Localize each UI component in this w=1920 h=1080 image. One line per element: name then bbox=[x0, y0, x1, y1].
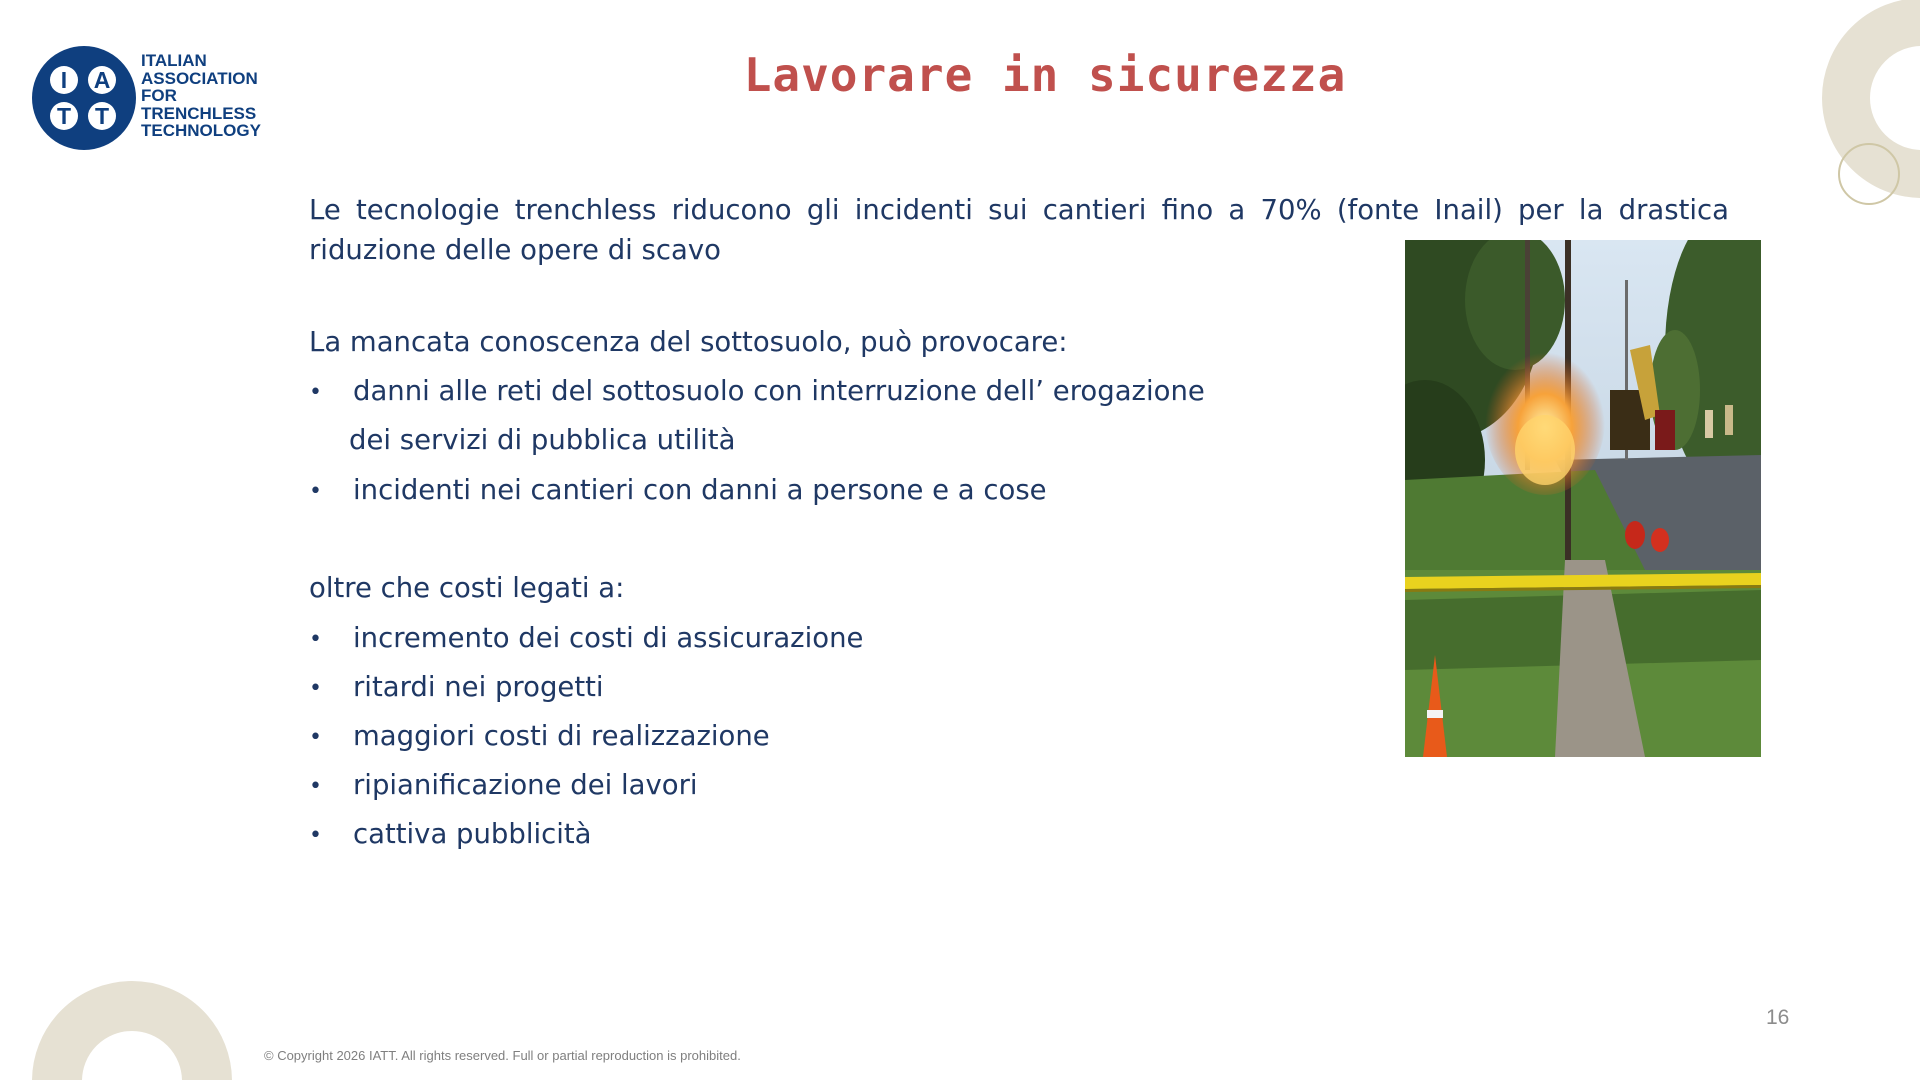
bullet-marker: • bbox=[309, 627, 322, 652]
section2-item: ritardi nei progetti bbox=[353, 671, 604, 703]
section1-item-continuation: dei servizi di pubblica utilità bbox=[349, 424, 736, 456]
page-number: 16 bbox=[1766, 1006, 1790, 1029]
slide-title: Lavorare in sicurezza bbox=[743, 48, 1347, 102]
logo-emblem bbox=[32, 46, 136, 150]
copyright-notice: © Copyright 2026 IATT. All rights reserved. Full or partial reproduction is prohibited. bbox=[264, 1048, 741, 1063]
section2-heading: oltre che costi legati a: bbox=[309, 572, 625, 604]
section2-item: maggiori costi di realizzazione bbox=[353, 720, 770, 752]
logo-line: ASSOCIATION bbox=[141, 68, 258, 88]
section1-item: danni alle reti del sottosuolo con interruzione dell’ erogazione bbox=[353, 375, 1205, 407]
logo-letter: I bbox=[50, 66, 78, 94]
logo-letter: A bbox=[88, 66, 116, 94]
logo-wordmark bbox=[141, 52, 291, 140]
section2-item: incremento dei costi di assicurazione bbox=[353, 622, 864, 654]
decorative-ring-bottom-left bbox=[32, 981, 232, 1080]
logo-line: TECHNOLOGY bbox=[141, 121, 261, 140]
section2-item: ripianificazione dei lavori bbox=[353, 769, 698, 801]
decorative-ring-small bbox=[1838, 143, 1900, 205]
bullet-marker: • bbox=[309, 676, 322, 701]
intro-paragraph: Le tecnologie trenchless riducono gli incidenti sui cantieri fino a 70% (fonte Inail) per la drastica riduzione delle opere di scavo bbox=[309, 194, 1729, 266]
logo-letter: T bbox=[50, 102, 78, 130]
bullet-marker: • bbox=[309, 774, 322, 799]
section1-heading: La mancata conoscenza del sottosuolo, può provocare: bbox=[309, 326, 1068, 358]
bullet-marker: • bbox=[309, 823, 322, 848]
section1-item: incidenti nei cantieri con danni a persone e a cose bbox=[353, 474, 1047, 506]
logo-line: TRENCHLESS bbox=[141, 103, 257, 123]
worksite-fire-photo bbox=[1405, 240, 1761, 757]
bullet-marker: • bbox=[309, 725, 322, 750]
logo-line: ITALIAN bbox=[141, 51, 207, 70]
bullet-marker: • bbox=[309, 479, 322, 504]
section2-item: cattiva pubblicità bbox=[353, 818, 592, 850]
iatt-logo bbox=[32, 46, 282, 154]
bullet-marker: • bbox=[309, 380, 322, 405]
logo-letter: T bbox=[88, 102, 116, 130]
logo-line: FOR bbox=[141, 86, 177, 105]
